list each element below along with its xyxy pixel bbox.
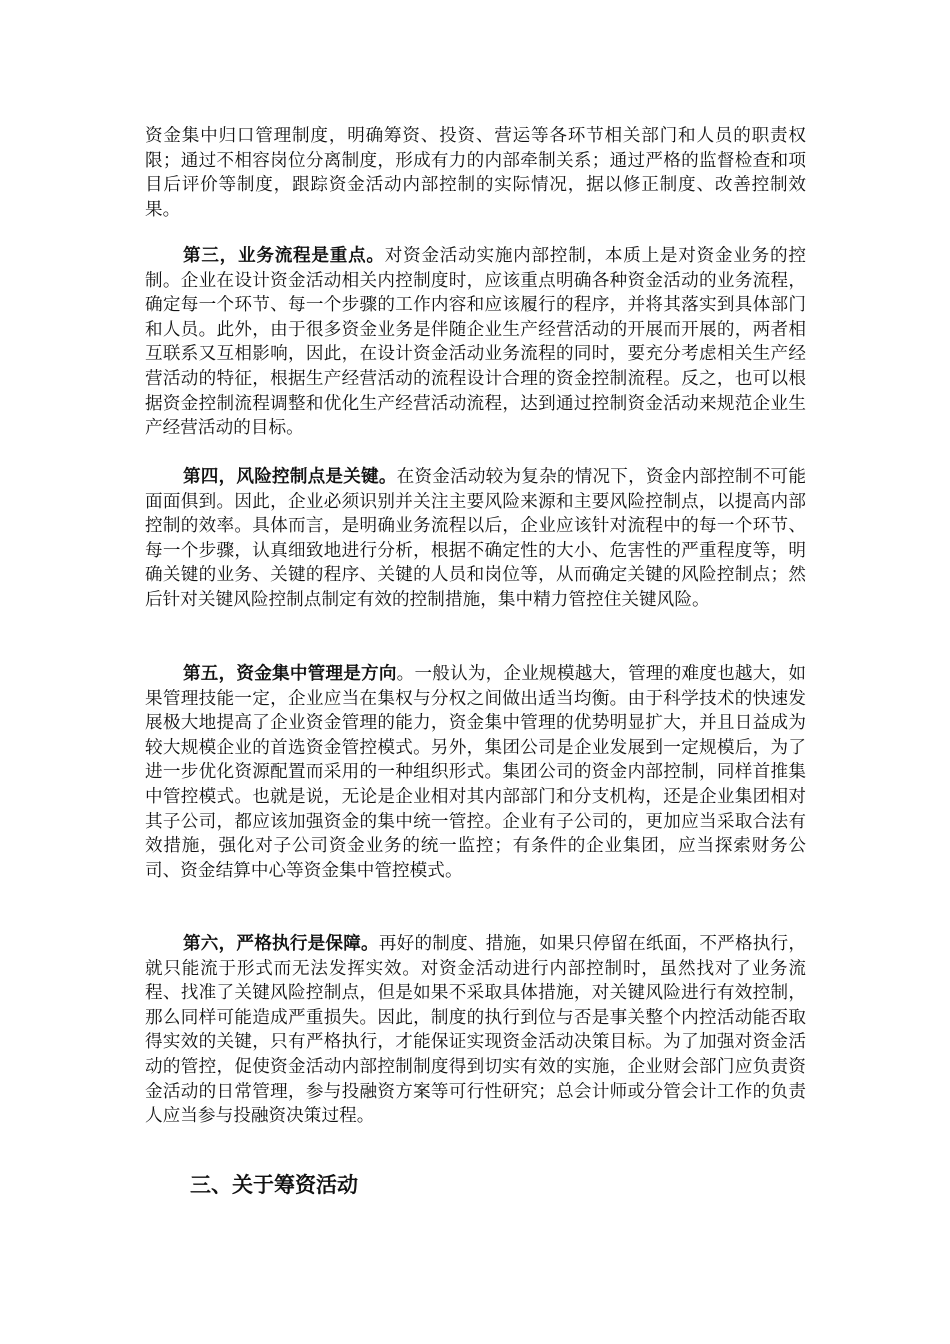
paragraph-text: 。一般认为，企业规模越大，管理的难度也越大，如果管理技能一定，企业应当在集权与分权之间做出适当均衡。由于科学技术的快速发展极大地提高了企业资金管理的能力，资金集中管理的优势明显扩大，并且日益成为较大规模企业的首选资金管控模式。另外，集团公司是企业发展到一定规模后，为了进一步优化资源配置而采用的一种组织形式。集团公司的资金内部控制，同样首推集中管控模式。也就是说，无论是企业相对其内部部门和分支机构，还是企业集团相对其子公司，都应该加强资金的集中统一管控。企业有子公司的，更加应当采取合法有效措施，强化对子公司资金业务的统一监控；有条件的企业集团，应当探索财务公司、资金结算中心等资金集中管控模式。 [145, 664, 806, 881]
paragraph-risk-control [145, 465, 806, 613]
paragraph-business-process [145, 244, 806, 441]
paragraph-text: 对资金活动实施内部控制，本质上是对资金业务的控制。企业在设计资金活动相关内控制度时，应该重点明确各种资金活动的业务流程，确定每一个环节、每一个步骤的工作内容和应该履行的程序，并将其落实到具体部门和人员。此外，由于很多资金业务是伴随企业生产经营活动的开展而开展的，两者相互联系又互相影响，因此，在设计资金活动业务流程的同时，要充分考虑相关生产经营活动的特征，根据生产经营活动的流程设计合理的资金控制流程。反之，也可以根据资金控制流程调整和优化生产经营活动流程，达到通过控制资金活动来规范企业生产经营活动的目标。 [145, 246, 806, 439]
paragraph-lead: 第六，严格执行是保障。 [183, 933, 379, 954]
paragraph-centralized-management [145, 662, 806, 883]
paragraph-text: 再好的制度、措施，如果只停留在纸面，不严格执行，就只能流于形式而无法发挥实效。对资金活动进行内部控制时，虽然找对了业务流程、找准了关键风险控制点，但是如果不采取具体措施，对关键风险进行有效控制，那么同样可能造成严重损失。因此，制度的执行到位与否是事关整个内控活动能否取得实效的关键，只有严格执行，才能保证实现资金活动决策目标。为了加强对资金活动的管控，促使资金活动内部控制制度得到切实有效的实施，企业财会部门应负责资金活动的日常管理，参与投融资方案等可行性研究；总会计师或分管会计工作的负责人应当参与投融资决策过程。 [145, 934, 807, 1127]
paragraph-strict-execution [145, 932, 806, 1129]
paragraph-lead: 第五，资金集中管理是方向 [183, 663, 397, 684]
paragraph-text: 资金集中归口管理制度，明确筹资、投资、营运等各环节相关部门和人员的职责权限；通过不相容岗位分离制度，形成有力的内部牵制关系；通过严格的监督检查和项目后评价等制度，跟踪资金活动内部控制的实际情况，据以修正制度、改善控制效果。 [145, 126, 806, 220]
section-heading: 三、关于筹资活动 [190, 1172, 358, 1197]
paragraph-lead: 第四，风险控制点是关键。 [183, 466, 397, 487]
paragraph-lead: 第三，业务流程是重点。 [183, 245, 385, 266]
paragraph-continued [145, 124, 806, 222]
paragraph-text: 在资金活动较为复杂的情况下，资金内部控制不可能面面俱到。因此，企业必须识别并关注主要风险来源和主要风险控制点，以提高内部控制的效率。具体而言，是明确业务流程以后，企业应该针对流程中的每一个环节、每一个步骤，认真细致地进行分析，根据不确定性的大小、危害性的严重程度等，明确关键的业务、关键的程序、关键的人员和岗位等，从而确定关键的风险控制点；然后针对关键风险控制点制定有效的控制措施，集中精力管控住关键风险。 [145, 467, 806, 610]
